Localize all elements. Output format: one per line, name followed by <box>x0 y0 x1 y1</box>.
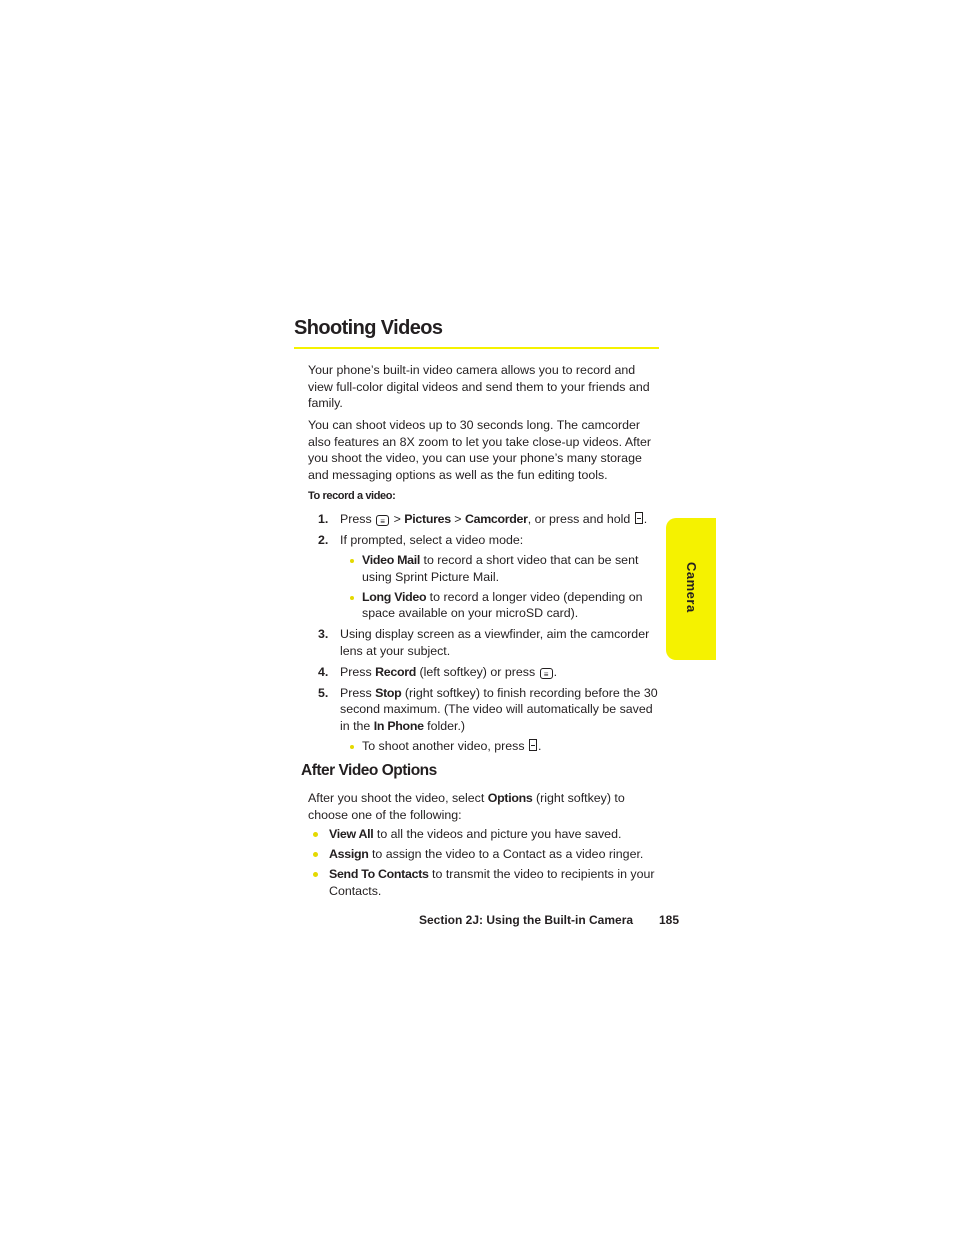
bullet-icon <box>350 745 354 749</box>
side-camera-key-icon <box>635 512 643 524</box>
after-video-options-heading: After Video Options <box>301 762 437 779</box>
video-mode-option-video-mail: Video Mail to record a short video that can be sent using Sprint Picture Mail. <box>340 552 660 585</box>
option-view-all: View All to all the videos and picture you have saved. <box>308 826 660 843</box>
bullet-icon <box>350 559 354 563</box>
footer-section-title: Section 2J: Using the Built-in Camera <box>419 913 634 927</box>
intro-paragraph-2: You can shoot videos up to 30 seconds long. The camcorder also features an 8X zoom to let you take close-up videos. After you shoot the video, you can use your phone’s many storage and messaging options as well as the fun editing tools. <box>308 418 651 482</box>
option-send-to-contacts: Send To Contacts to transmit the video to recipients in your Contacts. <box>308 866 660 899</box>
step-4: 4. Press Record (left softkey) or press ≡ . <box>318 664 558 679</box>
video-mode-option-long-video: Long Video to record a longer video (depending on space available on your microSD card). <box>340 589 660 622</box>
bullet-icon <box>313 872 318 877</box>
menu-key-icon: ≡ <box>376 515 389 526</box>
option-assign: Assign to assign the video to a Contact as a video ringer. <box>308 846 660 863</box>
bullet-icon <box>350 596 354 600</box>
side-camera-key-icon <box>529 739 537 751</box>
step-2: 2. If prompted, select a video mode: Video Mail to record a short video that can be sent using Sprint Picture Mail. Long Video to record a longer video (depending on space available on your microSD card). <box>308 532 660 622</box>
page-title: Shooting Videos <box>294 314 659 349</box>
step-1: 1. Press ≡ > Pictures > Camcorder, or press and hold . <box>318 512 648 526</box>
step-3: 3. Using display screen as a viewfinder, aim the camcorder lens at your subject. <box>318 627 650 658</box>
intro-paragraph-1: Your phone’s built-in video camera allows you to record and view full-color digital videos and send them to your friends and family. <box>308 363 650 410</box>
steps-list <box>308 511 660 759</box>
procedure-heading: To record a video: <box>308 490 396 502</box>
bullet-icon <box>313 832 318 837</box>
after-video-intro: After you shoot the video, select Options (right softkey) to choose one of the following: <box>308 791 625 822</box>
after-video-options-list <box>308 826 660 903</box>
menu-key-icon: ≡ <box>540 668 553 679</box>
step-5: 5. Press Stop (right softkey) to finish recording before the 30 second maximum. (The video will automatically be saved in the In Phone folder.) To shoot another video, press . <box>308 685 660 755</box>
side-tab-label: Camera <box>684 562 699 613</box>
shoot-another-note: To shoot another video, press . <box>340 738 660 755</box>
bullet-icon <box>313 852 318 857</box>
page-number: 185 <box>659 913 680 927</box>
